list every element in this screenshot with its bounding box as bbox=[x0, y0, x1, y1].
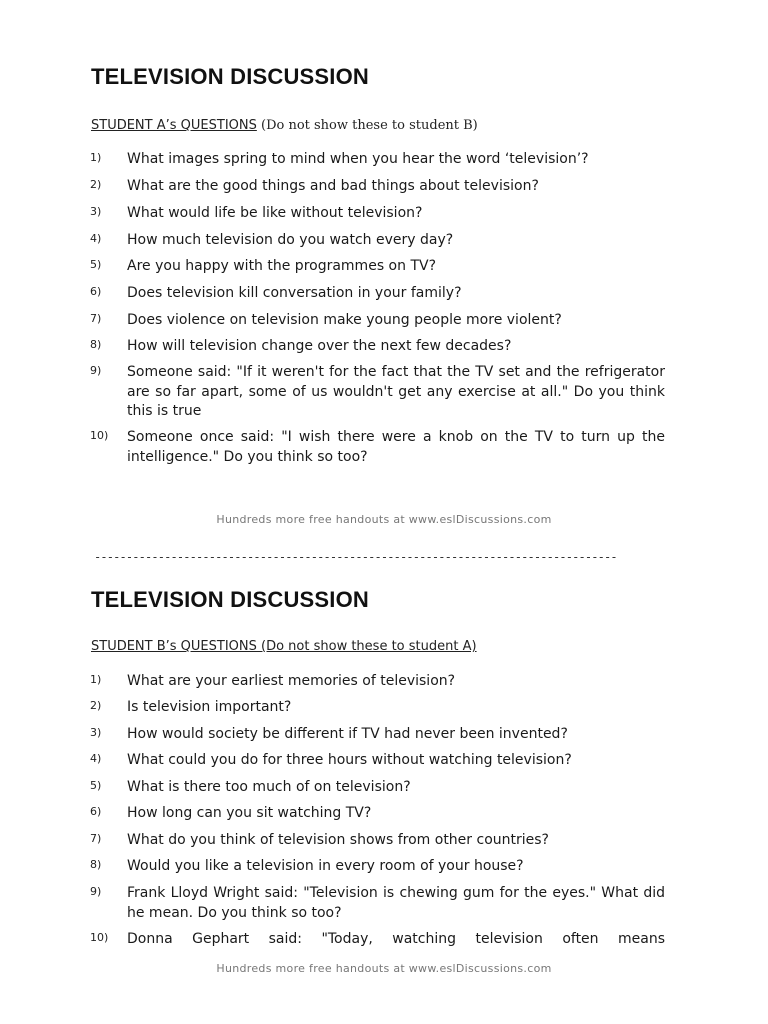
question-text: What could you do for three hours without watching television? bbox=[127, 752, 572, 768]
question-text: How would society be different if TV had never been invented? bbox=[127, 726, 568, 742]
question-number: 9) bbox=[90, 364, 102, 377]
question-number: 5) bbox=[90, 779, 102, 792]
question-text: What are your earliest memories of television? bbox=[127, 673, 456, 689]
question-text: Someone said: "If it weren't for the fact that the TV set and the refrigerator are so far apart, some of us wouldn't get any exercise at all." Do you think this is true bbox=[127, 364, 665, 419]
list-item bbox=[90, 857, 665, 877]
list-item bbox=[90, 363, 665, 422]
question-number: 7) bbox=[90, 312, 102, 325]
list-item bbox=[90, 831, 665, 851]
section-a-subhead bbox=[91, 118, 691, 133]
section-b-footer: Hundreds more free handouts at www.eslDiscussions.com bbox=[216, 962, 552, 975]
question-text: What images spring to mind when you hear the word ‘television’? bbox=[127, 151, 589, 167]
list-item bbox=[90, 725, 665, 745]
question-text: What do you think of television shows from other countries? bbox=[127, 832, 549, 848]
question-number: 6) bbox=[90, 805, 102, 818]
question-number: 9) bbox=[90, 885, 102, 898]
section-b-title: TELEVISION DISCUSSION bbox=[91, 587, 370, 612]
list-item bbox=[90, 428, 665, 467]
question-text: How much television do you watch every day? bbox=[127, 232, 454, 248]
list-item bbox=[90, 930, 665, 950]
question-number: 10) bbox=[90, 429, 109, 442]
question-number: 5) bbox=[90, 258, 102, 271]
list-item bbox=[90, 204, 665, 224]
question-number: 2) bbox=[90, 178, 102, 191]
question-text: Is television important? bbox=[127, 699, 292, 715]
question-text: Someone once said: "I wish there were a knob on the TV to turn up the intelligence." Do you think so too? bbox=[127, 429, 665, 465]
question-text: Frank Lloyd Wright said: "Television is chewing gum for the eyes." What did he mean. Do you think so too? bbox=[127, 885, 665, 921]
list-item bbox=[90, 804, 665, 824]
question-number: 3) bbox=[90, 205, 102, 218]
list-item bbox=[90, 257, 665, 277]
section-a-subhead-label: STUDENT A’s QUESTIONS bbox=[91, 118, 257, 133]
section-a-title: TELEVISION DISCUSSION bbox=[91, 64, 370, 89]
section-a-subhead-note: (Do not show these to student B) bbox=[261, 118, 478, 133]
question-text: Would you like a television in every room of your house? bbox=[127, 858, 524, 874]
cut-line-divider: ---------------------------------------------------------------------------------- bbox=[94, 550, 617, 564]
section-b-subhead bbox=[91, 639, 691, 654]
list-item bbox=[90, 150, 665, 170]
list-item bbox=[90, 778, 665, 798]
list-item bbox=[90, 672, 665, 692]
question-number: 3) bbox=[90, 726, 102, 739]
question-text: What is there too much of on television? bbox=[127, 779, 411, 795]
list-item bbox=[90, 311, 665, 331]
list-item bbox=[90, 751, 665, 771]
section-a-footer: Hundreds more free handouts at www.eslDiscussions.com bbox=[216, 513, 552, 526]
question-number: 8) bbox=[90, 338, 102, 351]
question-number: 4) bbox=[90, 752, 102, 765]
question-text: What are the good things and bad things about television? bbox=[127, 178, 539, 194]
list-item bbox=[90, 177, 665, 197]
question-text: Are you happy with the programmes on TV? bbox=[127, 258, 437, 274]
question-text: How long can you sit watching TV? bbox=[127, 805, 372, 821]
question-text: Donna Gephart said: "Today, watching television often means bbox=[127, 931, 665, 947]
list-item bbox=[90, 698, 665, 718]
list-item bbox=[90, 231, 665, 251]
question-text: How will television change over the next few decades? bbox=[127, 338, 512, 354]
question-number: 4) bbox=[90, 232, 102, 245]
question-text: Does television kill conversation in your family? bbox=[127, 285, 462, 301]
question-number: 8) bbox=[90, 858, 102, 871]
list-item bbox=[90, 884, 665, 923]
question-number: 1) bbox=[90, 673, 102, 686]
question-number: 7) bbox=[90, 832, 102, 845]
question-number: 1) bbox=[90, 151, 102, 164]
question-number: 6) bbox=[90, 285, 102, 298]
question-text: What would life be like without television? bbox=[127, 205, 423, 221]
list-item bbox=[90, 284, 665, 304]
question-text: Does violence on television make young people more violent? bbox=[127, 312, 562, 328]
section-b-subhead-label: STUDENT B’s QUESTIONS (Do not show these to student A) bbox=[91, 639, 477, 654]
question-number: 2) bbox=[90, 699, 102, 712]
list-item bbox=[90, 337, 665, 357]
question-number: 10) bbox=[90, 931, 109, 944]
